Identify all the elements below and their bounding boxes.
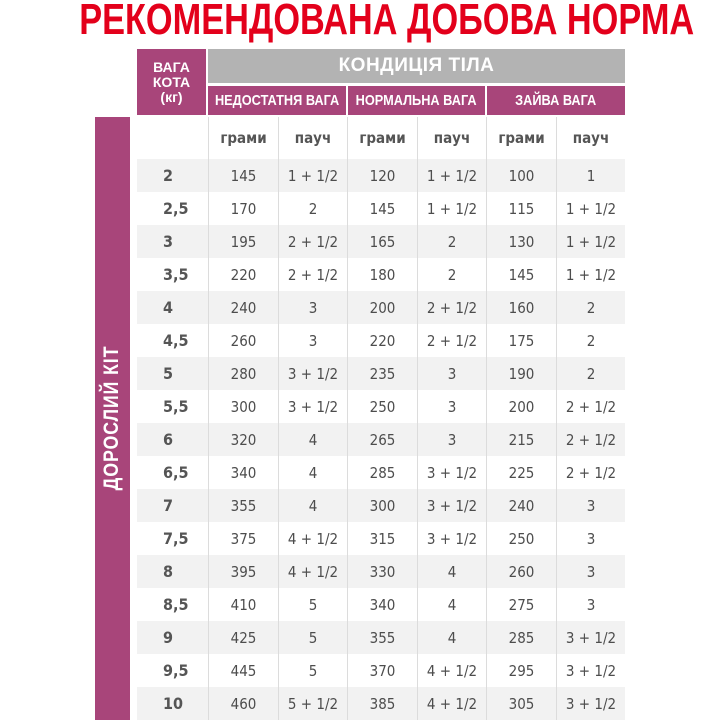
grams-cell: 120 <box>347 159 417 192</box>
pouch-cell: 3 <box>278 291 347 324</box>
pouch-cell: 1 + 1/2 <box>417 192 486 225</box>
table-row <box>137 588 625 621</box>
grams-cell: 425 <box>208 621 278 654</box>
cat-weight-cell: 6 <box>163 430 174 449</box>
table-row <box>137 522 625 555</box>
pouch-cell: 3 + 1/2 <box>417 522 486 555</box>
grams-cell: 130 <box>486 225 556 258</box>
grams-cell: 285 <box>347 456 417 489</box>
grams-cell: 200 <box>486 390 556 423</box>
header-overweight-label: ЗАЙВА ВАГА <box>515 92 597 109</box>
header-cat-weight-line: (кг) <box>160 88 183 105</box>
grams-cell: 115 <box>486 192 556 225</box>
units-cell: пауч <box>417 117 486 159</box>
grams-cell: 195 <box>208 225 278 258</box>
grams-cell: 295 <box>486 654 556 687</box>
pouch-cell: 3 + 1/2 <box>278 357 347 390</box>
grams-cell: 305 <box>486 687 556 720</box>
units-row <box>137 117 625 159</box>
grams-cell: 445 <box>208 654 278 687</box>
cat-weight-cell: 8,5 <box>163 595 189 614</box>
pouch-cell: 1 + 1/2 <box>556 258 625 291</box>
grams-cell: 300 <box>347 489 417 522</box>
grams-cell: 460 <box>208 687 278 720</box>
grams-cell: 315 <box>347 522 417 555</box>
grams-cell: 340 <box>208 456 278 489</box>
pouch-cell: 3 + 1/2 <box>556 654 625 687</box>
pouch-cell: 4 <box>417 621 486 654</box>
grams-cell: 160 <box>486 291 556 324</box>
pouch-cell: 5 + 1/2 <box>278 687 347 720</box>
grams-cell: 385 <box>347 687 417 720</box>
table-row <box>137 456 625 489</box>
cat-weight-cell: 4 <box>163 298 174 317</box>
grams-cell: 145 <box>347 192 417 225</box>
pouch-cell: 3 <box>556 588 625 621</box>
grams-cell: 145 <box>208 159 278 192</box>
grams-cell: 220 <box>347 324 417 357</box>
units-cell: грами <box>208 117 278 159</box>
pouch-cell: 4 + 1/2 <box>278 555 347 588</box>
pouch-cell: 3 <box>417 390 486 423</box>
pouch-cell: 3 <box>556 522 625 555</box>
grams-cell: 235 <box>347 357 417 390</box>
pouch-cell: 2 <box>556 291 625 324</box>
cat-weight-cell: 7,5 <box>163 529 189 548</box>
table-row <box>137 357 625 390</box>
grams-cell: 175 <box>486 324 556 357</box>
pouch-cell: 2 + 1/2 <box>278 258 347 291</box>
grams-cell: 180 <box>347 258 417 291</box>
pouch-cell: 4 + 1/2 <box>417 654 486 687</box>
grams-cell: 265 <box>347 423 417 456</box>
table-row <box>137 159 625 192</box>
pouch-cell: 2 <box>417 225 486 258</box>
pouch-cell: 2 + 1/2 <box>278 225 347 258</box>
grams-cell: 340 <box>347 588 417 621</box>
table-row <box>137 324 625 357</box>
pouch-cell: 1 + 1/2 <box>556 192 625 225</box>
cat-weight-cell: 3,5 <box>163 265 189 284</box>
pouch-cell: 2 <box>556 324 625 357</box>
header-normal-weight <box>348 86 485 115</box>
grams-cell: 100 <box>486 159 556 192</box>
pouch-cell: 2 + 1/2 <box>556 456 625 489</box>
grams-cell: 275 <box>486 588 556 621</box>
cat-weight-cell: 3 <box>163 232 174 251</box>
header-underweight <box>208 86 346 115</box>
pouch-cell: 3 + 1/2 <box>556 687 625 720</box>
grams-cell: 145 <box>486 258 556 291</box>
header-normal-weight-label: НОРМАЛЬНА ВАГА <box>356 92 477 109</box>
cat-weight-cell: 2 <box>163 166 174 185</box>
pouch-cell: 4 <box>278 489 347 522</box>
pouch-cell: 2 + 1/2 <box>556 390 625 423</box>
pouch-cell: 3 <box>556 555 625 588</box>
table-row <box>137 621 625 654</box>
pouch-cell: 5 <box>278 654 347 687</box>
grams-cell: 170 <box>208 192 278 225</box>
header-overweight <box>487 86 625 115</box>
grams-cell: 240 <box>208 291 278 324</box>
side-label-adult-cat: ДОРОСЛИЙ КІТ <box>100 345 123 491</box>
table-row <box>137 258 625 291</box>
pouch-cell: 1 <box>556 159 625 192</box>
header-cat-weight <box>137 49 206 115</box>
header-body-condition: КОНДИЦІЯ ТІЛА <box>208 49 625 83</box>
grams-cell: 330 <box>347 555 417 588</box>
pouch-cell: 1 + 1/2 <box>417 159 486 192</box>
units-cell: грами <box>486 117 556 159</box>
pouch-cell: 4 + 1/2 <box>278 522 347 555</box>
grams-cell: 355 <box>208 489 278 522</box>
cat-weight-cell: 9 <box>163 628 174 647</box>
grams-cell: 370 <box>347 654 417 687</box>
pouch-cell: 3 + 1/2 <box>278 390 347 423</box>
cat-weight-cell: 5 <box>163 364 174 383</box>
pouch-cell: 2 <box>278 192 347 225</box>
grams-cell: 320 <box>208 423 278 456</box>
cat-weight-cell: 9,5 <box>163 661 189 680</box>
pouch-cell: 3 <box>417 357 486 390</box>
grams-cell: 215 <box>486 423 556 456</box>
table-row <box>137 390 625 423</box>
header-cat-weight-line: КОТА <box>152 73 191 90</box>
table-row <box>137 654 625 687</box>
units-cell-empty <box>137 117 208 159</box>
grams-cell: 410 <box>208 588 278 621</box>
grams-cell: 280 <box>208 357 278 390</box>
table-row <box>137 192 625 225</box>
grams-cell: 190 <box>486 357 556 390</box>
grams-cell: 165 <box>347 225 417 258</box>
table-row <box>137 687 625 720</box>
table-row <box>137 225 625 258</box>
pouch-cell: 4 <box>278 423 347 456</box>
pouch-cell: 5 <box>278 621 347 654</box>
feeding-table <box>137 117 625 720</box>
cat-weight-cell: 6,5 <box>163 463 189 482</box>
pouch-cell: 2 <box>556 357 625 390</box>
grams-cell: 225 <box>486 456 556 489</box>
pouch-cell: 2 <box>417 258 486 291</box>
pouch-cell: 2 + 1/2 <box>556 423 625 456</box>
table-row <box>137 423 625 456</box>
table-row <box>137 555 625 588</box>
cat-weight-cell: 2,5 <box>163 199 189 218</box>
grams-cell: 355 <box>347 621 417 654</box>
table-row <box>137 489 625 522</box>
pouch-cell: 4 <box>278 456 347 489</box>
grams-cell: 260 <box>486 555 556 588</box>
units-cell: грами <box>347 117 417 159</box>
cat-weight-cell: 10 <box>163 694 184 713</box>
cat-weight-cell: 7 <box>163 496 174 515</box>
pouch-cell: 4 <box>417 588 486 621</box>
grams-cell: 240 <box>486 489 556 522</box>
pouch-cell: 3 + 1/2 <box>556 621 625 654</box>
grams-cell: 250 <box>486 522 556 555</box>
pouch-cell: 5 <box>278 588 347 621</box>
grams-cell: 200 <box>347 291 417 324</box>
grams-cell: 375 <box>208 522 278 555</box>
pouch-cell: 1 + 1/2 <box>556 225 625 258</box>
cat-weight-cell: 8 <box>163 562 174 581</box>
grams-cell: 250 <box>347 390 417 423</box>
grams-cell: 300 <box>208 390 278 423</box>
pouch-cell: 3 <box>417 423 486 456</box>
pouch-cell: 3 <box>556 489 625 522</box>
cat-weight-cell: 5,5 <box>163 397 189 416</box>
table-row <box>137 291 625 324</box>
units-cell: пауч <box>556 117 625 159</box>
pouch-cell: 4 + 1/2 <box>417 687 486 720</box>
cat-weight-cell: 4,5 <box>163 331 189 350</box>
pouch-cell: 2 + 1/2 <box>417 291 486 324</box>
pouch-cell: 3 + 1/2 <box>417 456 486 489</box>
pouch-cell: 1 + 1/2 <box>278 159 347 192</box>
pouch-cell: 2 + 1/2 <box>417 324 486 357</box>
pouch-cell: 4 <box>417 555 486 588</box>
page-title: РЕКОМЕНДОВАНА ДОБОВА НОРМА <box>79 0 695 44</box>
pouch-cell: 3 + 1/2 <box>417 489 486 522</box>
pouch-cell: 3 <box>278 324 347 357</box>
header-cat-weight-line: ВАГА <box>153 58 190 75</box>
grams-cell: 260 <box>208 324 278 357</box>
grams-cell: 285 <box>486 621 556 654</box>
grams-cell: 220 <box>208 258 278 291</box>
units-cell: пауч <box>278 117 347 159</box>
header-underweight-label: НЕДОСТАТНЯ ВАГА <box>214 92 340 109</box>
grams-cell: 395 <box>208 555 278 588</box>
